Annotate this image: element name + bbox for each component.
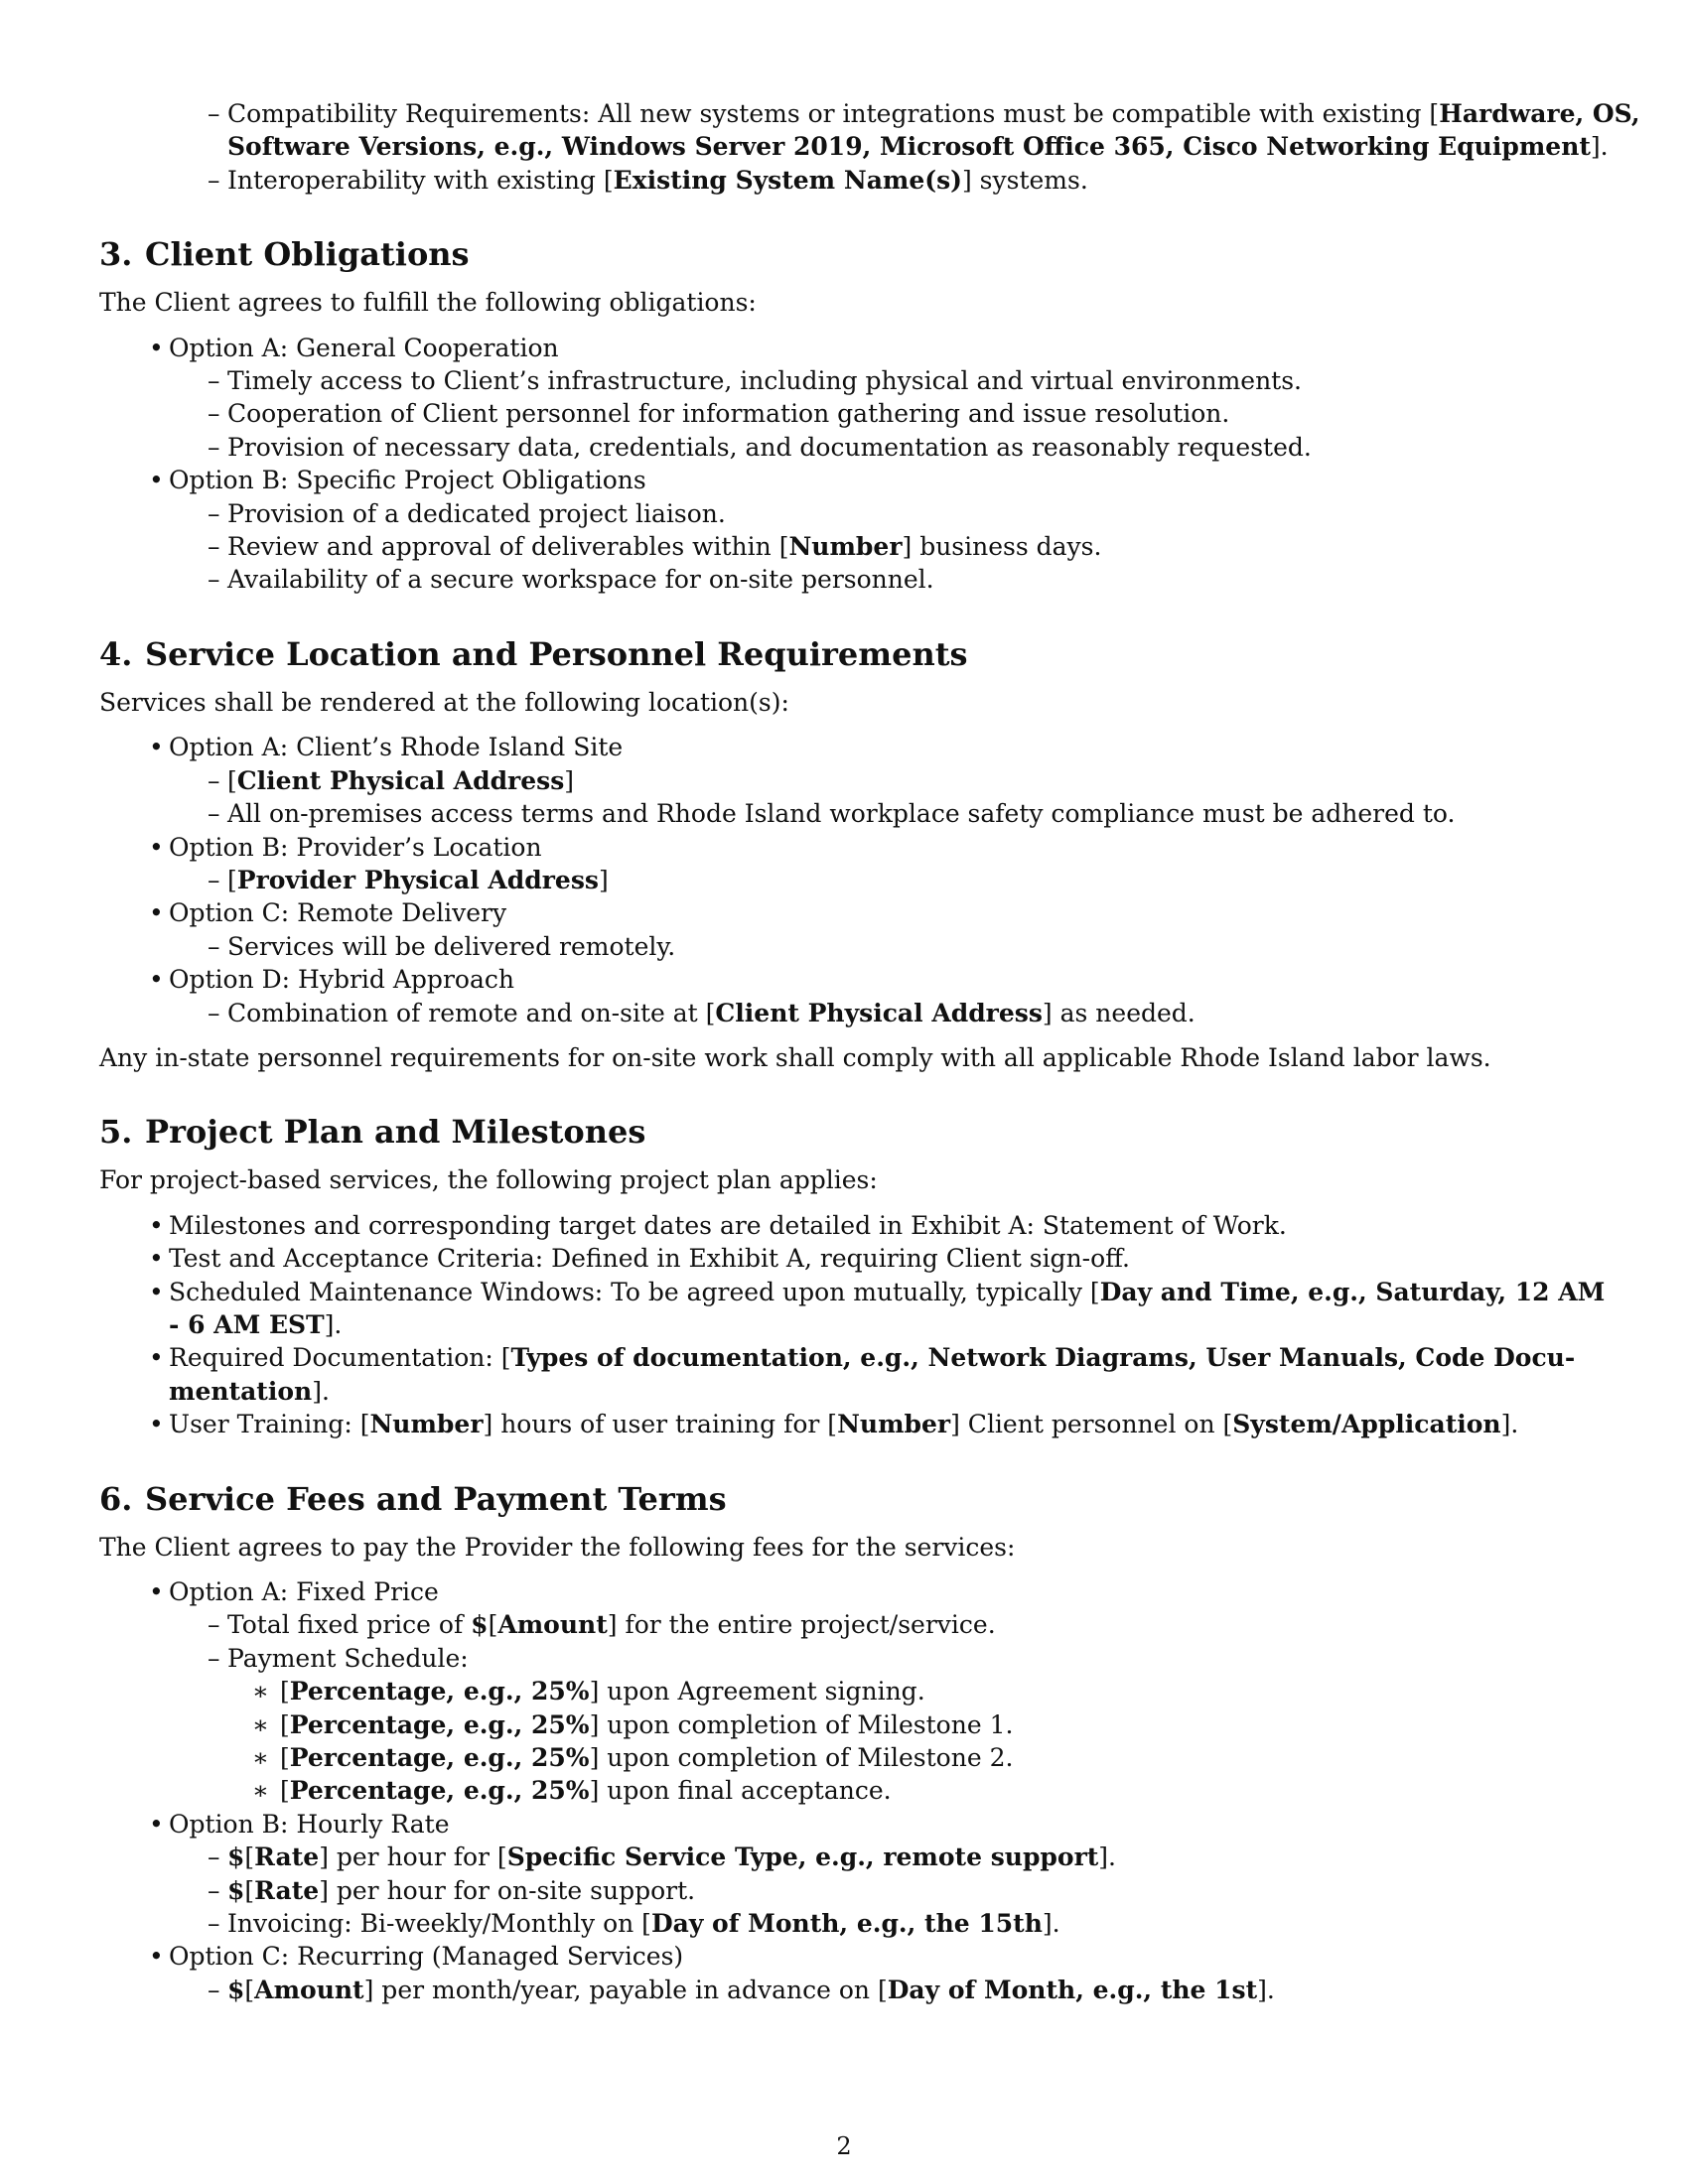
list-item-cont: mentation]. [169,1376,330,1406]
interop-item: – Interoperability with existing [Existing System Name(s)] systems. [208,165,1088,195]
list-subitem: – Availability of a secure workspace for on-site personnel. [208,565,934,595]
list-subsubitem: ∗ [Percentage, e.g., 25%] upon Agreement signing. [252,1677,925,1706]
section-3-heading: 3. Client Obligations [99,235,470,274]
list-subsubitem: ∗ [Percentage, e.g., 25%] upon completion of Milestone 1. [252,1709,1014,1739]
list-item: • Option D: Hybrid Approach [149,965,514,995]
list-subitem: – [Provider Physical Address] [208,865,609,894]
list-subitem: – Cooperation of Client personnel for information gathering and issue resolution. [208,399,1230,429]
list-subitem: – Services will be delivered remotely. [208,931,676,961]
list-subitem: – Total fixed price of $[Amount] for the entire project/service. [208,1610,996,1640]
list-item-cont: - 6 AM EST]. [169,1309,343,1339]
list-subitem: – Provision of necessary data, credentials, and documentation as reasonably requested. [208,432,1312,462]
section-3-intro: The Client agrees to fulfill the following obligations: [99,288,757,318]
list-subsubitem: ∗ [Percentage, e.g., 25%] upon final acceptance. [252,1776,892,1806]
list-item: • Option A: General Cooperation [149,333,559,362]
list-subitem: – Provision of a dedicated project liaison. [208,498,726,528]
list-item: • Required Documentation: [Types of documentation, e.g., Network Diagrams, User Manuals, Code Docu- [149,1343,1576,1373]
list-subitem: – $[Rate] per hour for [Specific Service Type, e.g., remote support]. [208,1843,1116,1872]
list-item: • Option B: Hourly Rate [149,1809,450,1839]
list-item: • Option A: Client’s Rhode Island Site [149,733,624,762]
list-item: • User Training: [Number] hours of user training for [Number] Client personnel on [System/Application]. [149,1410,1519,1439]
page-number: 2 [836,2132,852,2160]
list-item: • Scheduled Maintenance Windows: To be agreed upon mutually, typically [Day and Time, e.g., Saturday, 12 AM [149,1277,1606,1306]
list-subitem: – Payment Schedule: [208,1643,469,1673]
section-4-intro: Services shall be rendered at the following location(s): [99,687,789,717]
list-subitem: – $[Amount] per month/year, payable in advance on [Day of Month, e.g., the 1st]. [208,1975,1275,2004]
list-item: • Test and Acceptance Criteria: Defined in Exhibit A, requiring Client sign-off. [149,1244,1130,1274]
list-subitem: – Timely access to Client’s infrastructure, including physical and virtual environments. [208,366,1303,396]
compat-item-cont: Software Versions, e.g., Windows Server 2019, Microsoft Office 365, Cisco Networking Equipment]. [227,132,1609,162]
list-subitem: – All on-premises access terms and Rhode Island workplace safety compliance must be adhered to. [208,799,1456,829]
list-item: • Option B: Provider’s Location [149,832,542,862]
compat-item: – Compatibility Requirements: All new systems or integrations must be compatible with existing [Hardware, OS, [208,99,1640,128]
list-subitem: – [Client Physical Address] [208,765,575,795]
list-subitem: – Review and approval of deliverables within [Number] business days. [208,532,1102,562]
list-item: • Option C: Recurring (Managed Services) [149,1942,684,1972]
section-5-heading: 5. Project Plan and Milestones [99,1113,646,1152]
document-page [99,97,1640,2006]
list-item: • Milestones and corresponding target dates are detailed in Exhibit A: Statement of Work. [149,1210,1287,1240]
list-item: • Option B: Specific Project Obligations [149,466,646,495]
list-item: • Option C: Remote Delivery [149,898,507,928]
list-subsubitem: ∗ [Percentage, e.g., 25%] upon completion of Milestone 2. [252,1743,1014,1773]
list-subitem: – $[Rate] per hour for on-site support. [208,1875,696,1905]
section-4-closing: Any in-state personnel requirements for on-site work shall comply with all applicable Rhode Island labor laws. [99,1042,1491,1072]
list-item: • Option A: Fixed Price [149,1577,439,1606]
section-6-intro: The Client agrees to pay the Provider the following fees for the services: [99,1532,1016,1562]
section-5-intro: For project-based services, the following project plan applies: [99,1165,878,1195]
list-subitem: – Invoicing: Bi-weekly/Monthly on [Day of Month, e.g., the 15th]. [208,1909,1060,1939]
section-4-heading: 4. Service Location and Personnel Requirements [99,634,968,673]
section-6-heading: 6. Service Fees and Payment Terms [99,1479,727,1518]
list-subitem: – Combination of remote and on-site at [Client Physical Address] as needed. [208,998,1196,1027]
